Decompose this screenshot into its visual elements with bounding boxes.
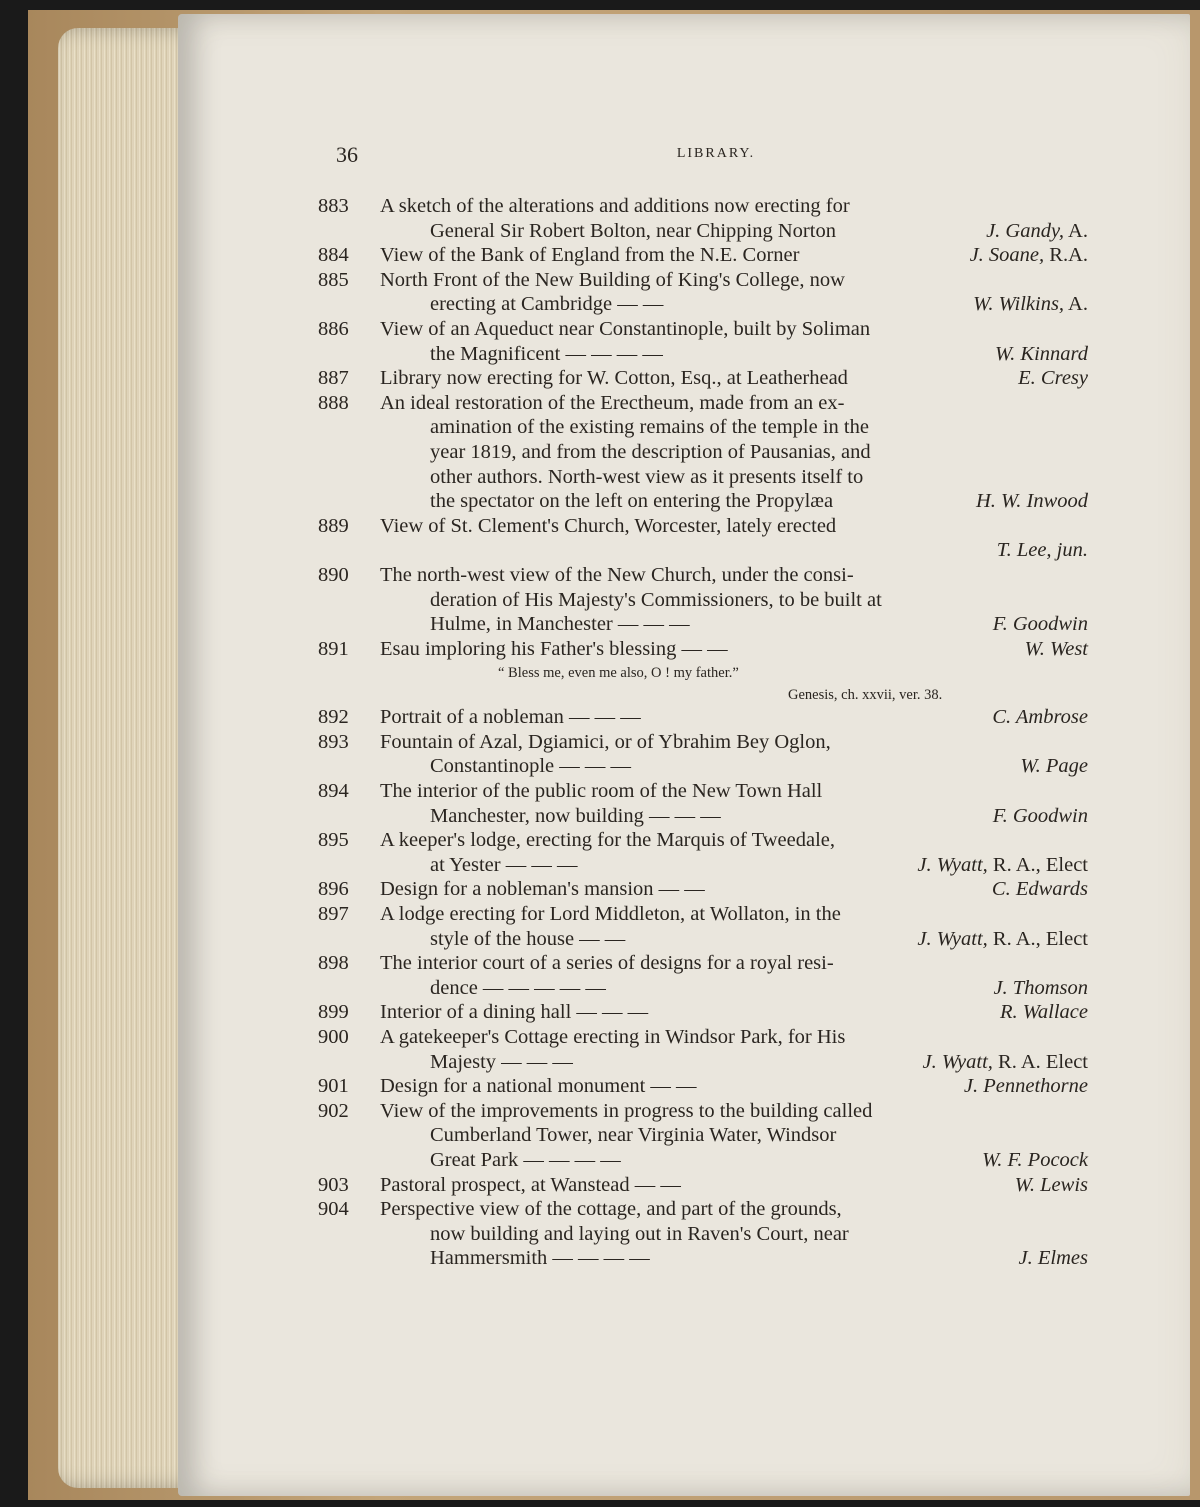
entry-title: View of an Aqueduct near Constantinople, built by Soliman: [380, 317, 871, 340]
catalogue-entry: [318, 366, 1088, 391]
artist-name: W. Wilkins,: [973, 293, 1065, 316]
entry-line: [318, 440, 1088, 465]
entry-line: [318, 366, 1088, 391]
catalogue-page: [178, 14, 1190, 1496]
entry-number: 892: [318, 706, 349, 729]
catalogue-entry: [318, 268, 1088, 317]
entry-line: [318, 465, 1088, 490]
entry-number: 898: [318, 952, 349, 975]
entry-title: Manchester, now building — — —: [430, 804, 721, 827]
entry-title: erecting at Cambridge — —: [430, 293, 664, 316]
entry-number: 887: [318, 367, 349, 390]
entry-line: [318, 1099, 1088, 1124]
catalogue-entry: [318, 317, 1088, 366]
entry-artist: [997, 538, 1088, 563]
entry-artist: [976, 489, 1088, 514]
quotation-reference: Genesis, ch. xxvii, ver. 38.: [788, 687, 943, 704]
catalogue-entry: [318, 828, 1088, 877]
artist-name: R. Wallace: [999, 1001, 1088, 1024]
entry-artist: [992, 877, 1088, 902]
catalogue-entry: [318, 1000, 1088, 1025]
entry-title: other authors. North-west view as it presents itself to: [430, 465, 864, 488]
entry-title: year 1819, and from the description of Pausanias, and: [430, 440, 871, 463]
entry-line: [318, 637, 1088, 662]
entry-line: [318, 489, 1088, 514]
catalogue-entry: [318, 1197, 1088, 1271]
entry-number: 901: [318, 1075, 349, 1098]
artist-name: H. W. Inwood: [976, 490, 1088, 513]
entry-number: 888: [318, 391, 349, 414]
artist-name: J. Wyatt,: [917, 853, 988, 876]
entry-title: View of St. Clement's Church, Worcester, lately erected: [380, 514, 837, 537]
entry-number: 883: [318, 195, 349, 217]
entry-title: Portrait of a nobleman — — —: [380, 706, 641, 729]
entry-number: 899: [318, 1001, 349, 1024]
catalogue-entry: [318, 877, 1088, 902]
entry-number: 903: [318, 1173, 349, 1196]
entry-title: General Sir Robert Bolton, near Chipping Norton: [430, 219, 836, 242]
entry-line: [318, 588, 1088, 613]
entry-line: [318, 268, 1088, 293]
artist-name: T. Lee, jun.: [996, 539, 1088, 562]
catalogue-entry: [318, 705, 1088, 730]
entry-title: the Magnificent — — — —: [430, 342, 663, 365]
entry-artist: [982, 1148, 1088, 1173]
running-head: LIBRARY.: [676, 146, 756, 161]
artist-name: J. Soane,: [969, 244, 1045, 267]
entry-line: [318, 1123, 1088, 1148]
quotation-text: “ Bless me, even me also, O ! my father.”: [498, 665, 739, 682]
entry-line: [318, 292, 1088, 317]
entry-line: [318, 415, 1088, 440]
artist-name: E. Cresy: [1018, 367, 1088, 390]
entry-number: 886: [318, 317, 349, 340]
entry-number: 885: [318, 268, 349, 291]
entry-line: [318, 1050, 1088, 1075]
artist-name: J. Gandy,: [986, 219, 1065, 242]
entry-artist: [1025, 637, 1088, 662]
page-number: 36: [336, 142, 358, 167]
entry-line: [318, 342, 1088, 367]
entry-title: Fountain of Azal, Dgiamici, or of Ybrahim Bey Oglon,: [380, 730, 831, 753]
entry-line: [318, 779, 1088, 804]
entry-title: now building and laying out in Raven's Court, near: [430, 1222, 849, 1245]
entry-line: [318, 705, 1088, 730]
artist-name: J. Wyatt,: [922, 1050, 993, 1073]
entry-line: [318, 1173, 1088, 1198]
entry-number: 884: [318, 244, 349, 267]
entry-title: Hammersmith — — — —: [430, 1247, 650, 1270]
entry-artist: [993, 612, 1088, 637]
entry-line: [318, 1025, 1088, 1050]
entry-artist: [1015, 1173, 1088, 1198]
entry-artist: [993, 976, 1088, 1001]
entry-title: amination of the existing remains of the temple in the: [430, 416, 869, 439]
entry-title: A keeper's lodge, erecting for the Marquis of Tweedale,: [380, 829, 835, 852]
entry-number: 897: [318, 903, 349, 926]
entry-artist: [917, 927, 1088, 952]
catalogue-entry: [318, 779, 1088, 828]
entry-title: Interior of a dining hall — — —: [380, 1001, 649, 1024]
artist-name: C. Ambrose: [992, 706, 1088, 729]
artist-distinction: A.: [1064, 219, 1088, 242]
entry-title: View of the improvements in progress to the building called: [380, 1099, 873, 1122]
catalogue-entry: [318, 514, 1088, 563]
catalogue-entry: [318, 730, 1088, 779]
entry-number: 895: [318, 829, 349, 852]
artist-name: J. Pennethorne: [963, 1075, 1088, 1098]
entry-line: [318, 563, 1088, 588]
artist-distinction: R. A., Elect: [987, 927, 1088, 950]
entry-title: the spectator on the left on entering the Propylæa: [430, 490, 834, 513]
artist-name: W. Kinnard: [994, 342, 1088, 365]
entry-title: The north-west view of the New Church, under the consi-: [380, 563, 854, 586]
catalogue-entry: [318, 243, 1088, 268]
entry-artist: [922, 1050, 1088, 1075]
entry-artist: [995, 342, 1088, 367]
entry-line: [318, 927, 1088, 952]
artist-distinction: R. A. Elect: [992, 1050, 1088, 1073]
artist-name: F. Goodwin: [992, 804, 1088, 827]
entry-title: The interior court of a series of designs for a royal resi-: [380, 952, 834, 975]
entry-title: deration of His Majesty's Commissioners, to be built at: [430, 588, 882, 611]
entry-number: 902: [318, 1099, 349, 1122]
entry-artist: [1000, 1000, 1088, 1025]
catalogue-entry: [318, 563, 1088, 637]
entry-number: 891: [318, 637, 349, 660]
entry-line: [318, 730, 1088, 755]
entry-number: 889: [318, 514, 349, 537]
entry-title: dence — — — — —: [430, 976, 606, 999]
entry-title: Esau imploring his Father's blessing — —: [380, 637, 728, 660]
entry-number: 890: [318, 563, 349, 586]
entry-title: Cumberland Tower, near Virginia Water, Windsor: [430, 1124, 837, 1147]
catalogue-entry: [318, 637, 1088, 706]
entry-line: [318, 1000, 1088, 1025]
entry-line: [318, 219, 1088, 244]
entry-artist: [992, 705, 1088, 730]
entry-line: [318, 1222, 1088, 1247]
entry-line: [318, 514, 1088, 539]
entry-number: 904: [318, 1198, 349, 1221]
entry-title: style of the house — —: [430, 927, 626, 950]
entry-artist: [973, 292, 1088, 317]
entry-number: 896: [318, 878, 349, 901]
entry-title: at Yester — — —: [430, 853, 578, 876]
entry-number: 893: [318, 730, 349, 753]
catalogue-entry: [318, 1025, 1088, 1074]
entry-title: Majesty — — —: [430, 1050, 573, 1073]
entry-line: [318, 853, 1088, 878]
entry-title: Great Park — — — —: [430, 1148, 621, 1171]
artist-name: F. Goodwin: [992, 613, 1088, 636]
artist-name: J. Elmes: [1018, 1247, 1088, 1270]
entry-artist: [1020, 754, 1088, 779]
entry-line: [318, 391, 1088, 416]
entry-line: [318, 1197, 1088, 1222]
page-header: [336, 142, 1096, 172]
catalogue-entries: [318, 194, 1088, 1271]
entry-artist: [964, 1074, 1088, 1099]
entry-artist: [970, 243, 1088, 268]
entry-line: [318, 612, 1088, 637]
artist-distinction: R. A., Elect: [987, 853, 1088, 876]
entry-line: [318, 317, 1088, 342]
catalogue-entry: [318, 391, 1088, 514]
entry-line: [318, 877, 1088, 902]
entry-line: [318, 243, 1088, 268]
entry-title: An ideal restoration of the Erectheum, made from an ex-: [380, 391, 845, 414]
entry-line: [318, 951, 1088, 976]
entry-title: Design for a national monument — —: [380, 1075, 697, 1098]
entry-line: [318, 976, 1088, 1001]
artist-name: J. Wyatt,: [917, 927, 988, 950]
artist-name: W. West: [1024, 637, 1088, 660]
entry-quotation-source: [318, 683, 1088, 705]
entry-line: [318, 1074, 1088, 1099]
entry-title: Constantinople — — —: [430, 755, 632, 778]
artist-name: C. Edwards: [991, 878, 1088, 901]
entry-title: A sketch of the alterations and additions now erecting for: [380, 195, 850, 217]
entry-title: North Front of the New Building of King's College, now: [380, 268, 845, 291]
entry-line: [318, 1148, 1088, 1173]
entry-title: A lodge erecting for Lord Middleton, at Wollaton, in the: [380, 903, 841, 926]
entry-artist: [986, 219, 1088, 244]
artist-name: J. Thomson: [993, 976, 1088, 999]
catalogue-entry: [318, 902, 1088, 951]
entry-line: [318, 538, 1088, 563]
catalogue-entry: [318, 1173, 1088, 1198]
artist-name: W. Page: [1020, 755, 1088, 778]
entry-line: [318, 754, 1088, 779]
entry-title: View of the Bank of England from the N.E. Corner: [380, 244, 800, 267]
catalogue-entry: [318, 951, 1088, 1000]
artist-name: W. F. Pocock: [982, 1148, 1088, 1171]
entry-title: Library now erecting for W. Cotton, Esq., at Leatherhead: [380, 367, 848, 390]
entry-line: [318, 902, 1088, 927]
entry-line: [318, 194, 1088, 219]
entry-title: Pastoral prospect, at Wanstead — —: [380, 1173, 681, 1196]
entry-artist: [1018, 366, 1088, 391]
entry-line: [318, 804, 1088, 829]
artist-distinction: R.A.: [1044, 244, 1088, 267]
entry-artist: [1019, 1246, 1088, 1271]
catalogue-entry: [318, 194, 1088, 243]
artist-name: W. Lewis: [1014, 1173, 1088, 1196]
entry-artist: [917, 853, 1088, 878]
entry-title: Hulme, in Manchester — — —: [430, 613, 690, 636]
artist-distinction: A.: [1064, 293, 1088, 316]
entry-line: [318, 828, 1088, 853]
catalogue-entry: [318, 1099, 1088, 1173]
entry-title: Design for a nobleman's mansion — —: [380, 878, 705, 901]
entry-title: The interior of the public room of the New Town Hall: [380, 780, 823, 803]
entry-title: A gatekeeper's Cottage erecting in Windsor Park, for His: [380, 1026, 846, 1048]
entry-line: [318, 1246, 1088, 1271]
catalogue-entry: [318, 1074, 1088, 1099]
entry-number: 900: [318, 1026, 349, 1048]
entry-quotation: [318, 661, 1088, 683]
entry-artist: [993, 804, 1088, 829]
entry-number: 894: [318, 780, 349, 803]
entry-title: Perspective view of the cottage, and part of the grounds,: [380, 1198, 842, 1221]
